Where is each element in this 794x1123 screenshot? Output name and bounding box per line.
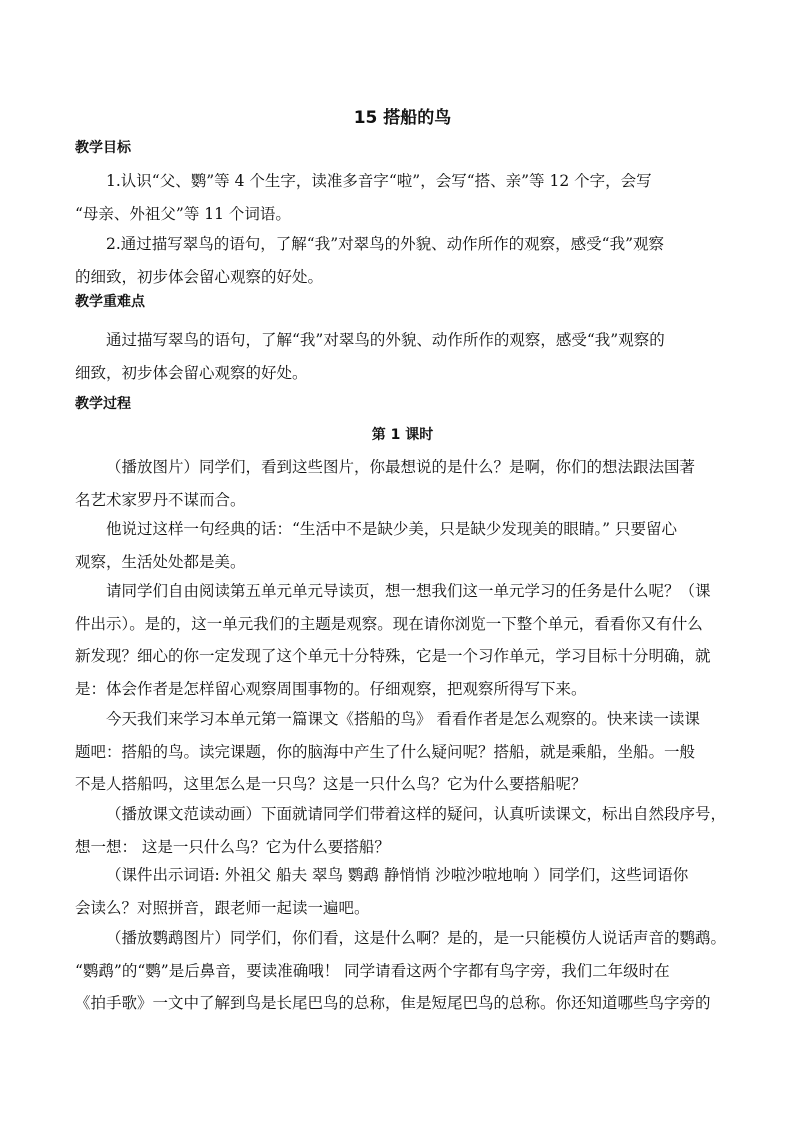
p6-line-1: （课件出示词语: 外祖父 船夫 翠鸟 鹦鹉 静悄悄 沙啦沙啦地响 ）同学们，这些词语你 <box>106 866 689 884</box>
p2-line-1: 他说过这样一句经典的话：“生活中不是缺少美，只是缺少发现美的眼睛。” 只要留心 <box>106 520 678 538</box>
paragraph-7 <box>75 922 730 1020</box>
p3-line-3: 新发现？细心的你一定发现了这个单元十分特殊，它是一个习作单元，学习目标十分明确，就 <box>75 647 711 665</box>
goal-1-paragraph <box>75 165 730 230</box>
p4-line-3: 不是人搭船吗，这里怎么是一只鸟？这是一只什么鸟？它为什么要搭船呢？ <box>75 775 587 793</box>
p5-line-1: （播放课文范读动画）下面就请同学们带着这样的疑问，认真听读课文，标出自然段序号， <box>106 805 727 823</box>
heading-teaching-process: 教学过程 <box>75 396 131 412</box>
paragraph-6 <box>75 859 730 924</box>
p4-line-2: 题吧：搭船的鸟。读完课题，你的脑海中产生了什么疑问呢？搭船，就是乘船，坐船。一般 <box>75 742 696 761</box>
goal-2-line-2: 的细致，初步体会留心观察的好处。 <box>75 267 324 286</box>
goal-1-line-1: 1.认识“父、鹦”等 4 个生字，读准多音字“啦”，会写“搭、亲”等 12 个字，会写 <box>106 172 652 190</box>
lesson-title: 第 1 课时 <box>371 427 434 443</box>
heading-teaching-goals: 教学目标 <box>75 140 131 156</box>
document-title: 15 搭船的鸟 <box>353 108 452 128</box>
paragraph-4 <box>75 703 730 801</box>
p7-line-1: （播放鹦鹉图片）同学们，你们看，这是什么啊？是的，是一只能模仿人说话声音的鹦鹉。 <box>106 929 727 947</box>
p3-line-2: 件出示）。是的，这一单元我们的主题是观察。现在请你浏览一下整个单元，看看你又有什么 <box>75 614 703 633</box>
p5-line-2: 想一想： 这是一只什么鸟？它为什么要搭船？ <box>75 837 390 856</box>
key-paragraph <box>75 324 730 389</box>
p2-line-2: 观察，生活处处都是美。 <box>75 552 246 571</box>
p6-line-2: 会读么？对照拼音，跟老师一起读一遍吧。 <box>75 898 370 917</box>
p3-line-1: 请同学们自由阅读第五单元单元导读页，想一想我们这一单元学习的任务是什么呢？（课 <box>106 582 711 600</box>
p7-line-2: “鹦鹉”的“鹦”是后鼻音，要读准确哦！ 同学请看这两个字都有鸟字旁，我们二年级时在 <box>75 961 670 980</box>
p4-line-1: 今天我们来学习本单元第一篇课文《搭船的鸟》 看看作者是怎么观察的。快来读一读课 <box>106 710 700 728</box>
p7-line-3: 《拍手歌》一文中了解到鸟是长尾巴鸟的总称，隹是短尾巴鸟的总称。你还知道哪些鸟字旁的 <box>75 994 711 1012</box>
p3-line-4: 是：体会作者是怎样留心观察周围事物的。仔细观察，把观察所得写下来。 <box>75 679 587 698</box>
paragraph-3 <box>75 575 730 705</box>
paragraph-1 <box>75 451 730 516</box>
paragraph-2 <box>75 513 730 578</box>
heading-key-difficulties: 教学重难点 <box>75 294 145 310</box>
goal-2-paragraph <box>75 228 730 293</box>
key-line-1: 通过描写翠鸟的语句，了解“我”对翠鸟的外貌、动作所作的观察，感受“我”观察的 <box>106 331 665 349</box>
p1-line-2: 名艺术家罗丹不谋而合。 <box>75 490 246 509</box>
goal-1-line-2: “母亲、外祖父”等 11 个词语。 <box>75 204 291 223</box>
p1-line-1: （播放图片）同学们，看到这些图片，你最想说的是什么？是啊，你们的想法跟法国著 <box>106 458 696 476</box>
key-line-2: 细致，初步体会留心观察的好处。 <box>75 363 308 382</box>
paragraph-5 <box>75 798 730 863</box>
goal-2-line-1: 2.通过描写翠鸟的语句，了解“我”对翠鸟的外貌、动作所作的观察，感受“我”观察 <box>106 235 664 253</box>
